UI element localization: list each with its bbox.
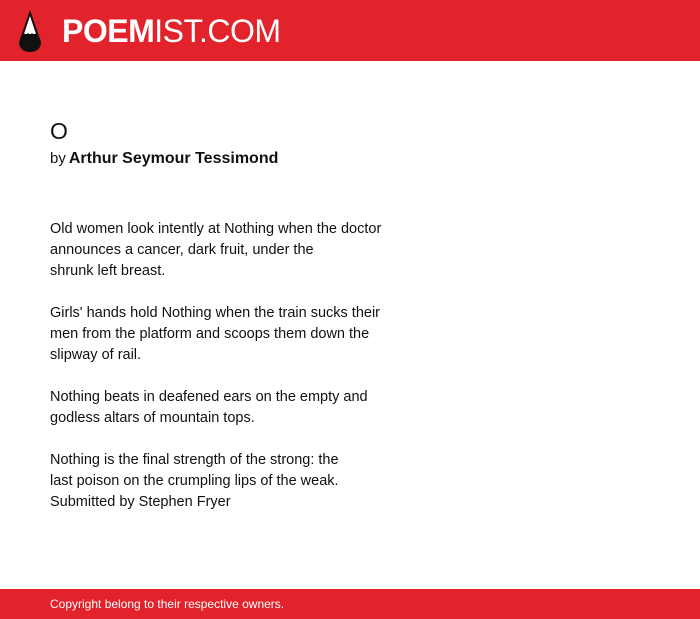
poem-body [50, 219, 470, 513]
site-header [0, 0, 700, 61]
site-logo-text [62, 8, 281, 54]
poem-line: Nothing is the final strength of the strong: the [50, 452, 339, 468]
stanza-break [50, 282, 470, 303]
poem-line: men from the platform and scoops them down the [50, 326, 370, 342]
pencil-icon [14, 8, 46, 54]
author-name: Arthur Seymour Tessimond [68, 150, 279, 167]
poem-line: Girls' hands hold Nothing when the train sucks their [50, 305, 380, 321]
logo-text-light: IST.COM [154, 13, 281, 49]
poem-line: godless altars of mountain tops. [50, 410, 255, 426]
copyright-notice: Copyright belong to their respective owners. [50, 597, 285, 611]
poem-line: slipway of rail. [50, 347, 142, 363]
poem-line: announces a cancer, dark fruit, under the [50, 242, 314, 258]
stanza-break [50, 366, 470, 387]
poem-title: O [50, 118, 68, 144]
site-logo-link[interactable] [14, 8, 281, 54]
poem-line: shrunk left breast. [50, 263, 166, 279]
logo-text-bold: POEM [62, 13, 155, 49]
poem-line: last poison on the crumpling lips of the weak. [50, 473, 339, 489]
poem-line: Nothing beats in deafened ears on the empty and [50, 389, 368, 405]
stanza-break [50, 429, 470, 450]
poem-byline [50, 149, 278, 169]
poem-line: Old women look intently at Nothing when the doctor [50, 221, 382, 237]
site-footer [0, 589, 700, 619]
byline-label: by [50, 150, 66, 167]
submitted-by-line: Submitted by Stephen Fryer [50, 494, 231, 510]
